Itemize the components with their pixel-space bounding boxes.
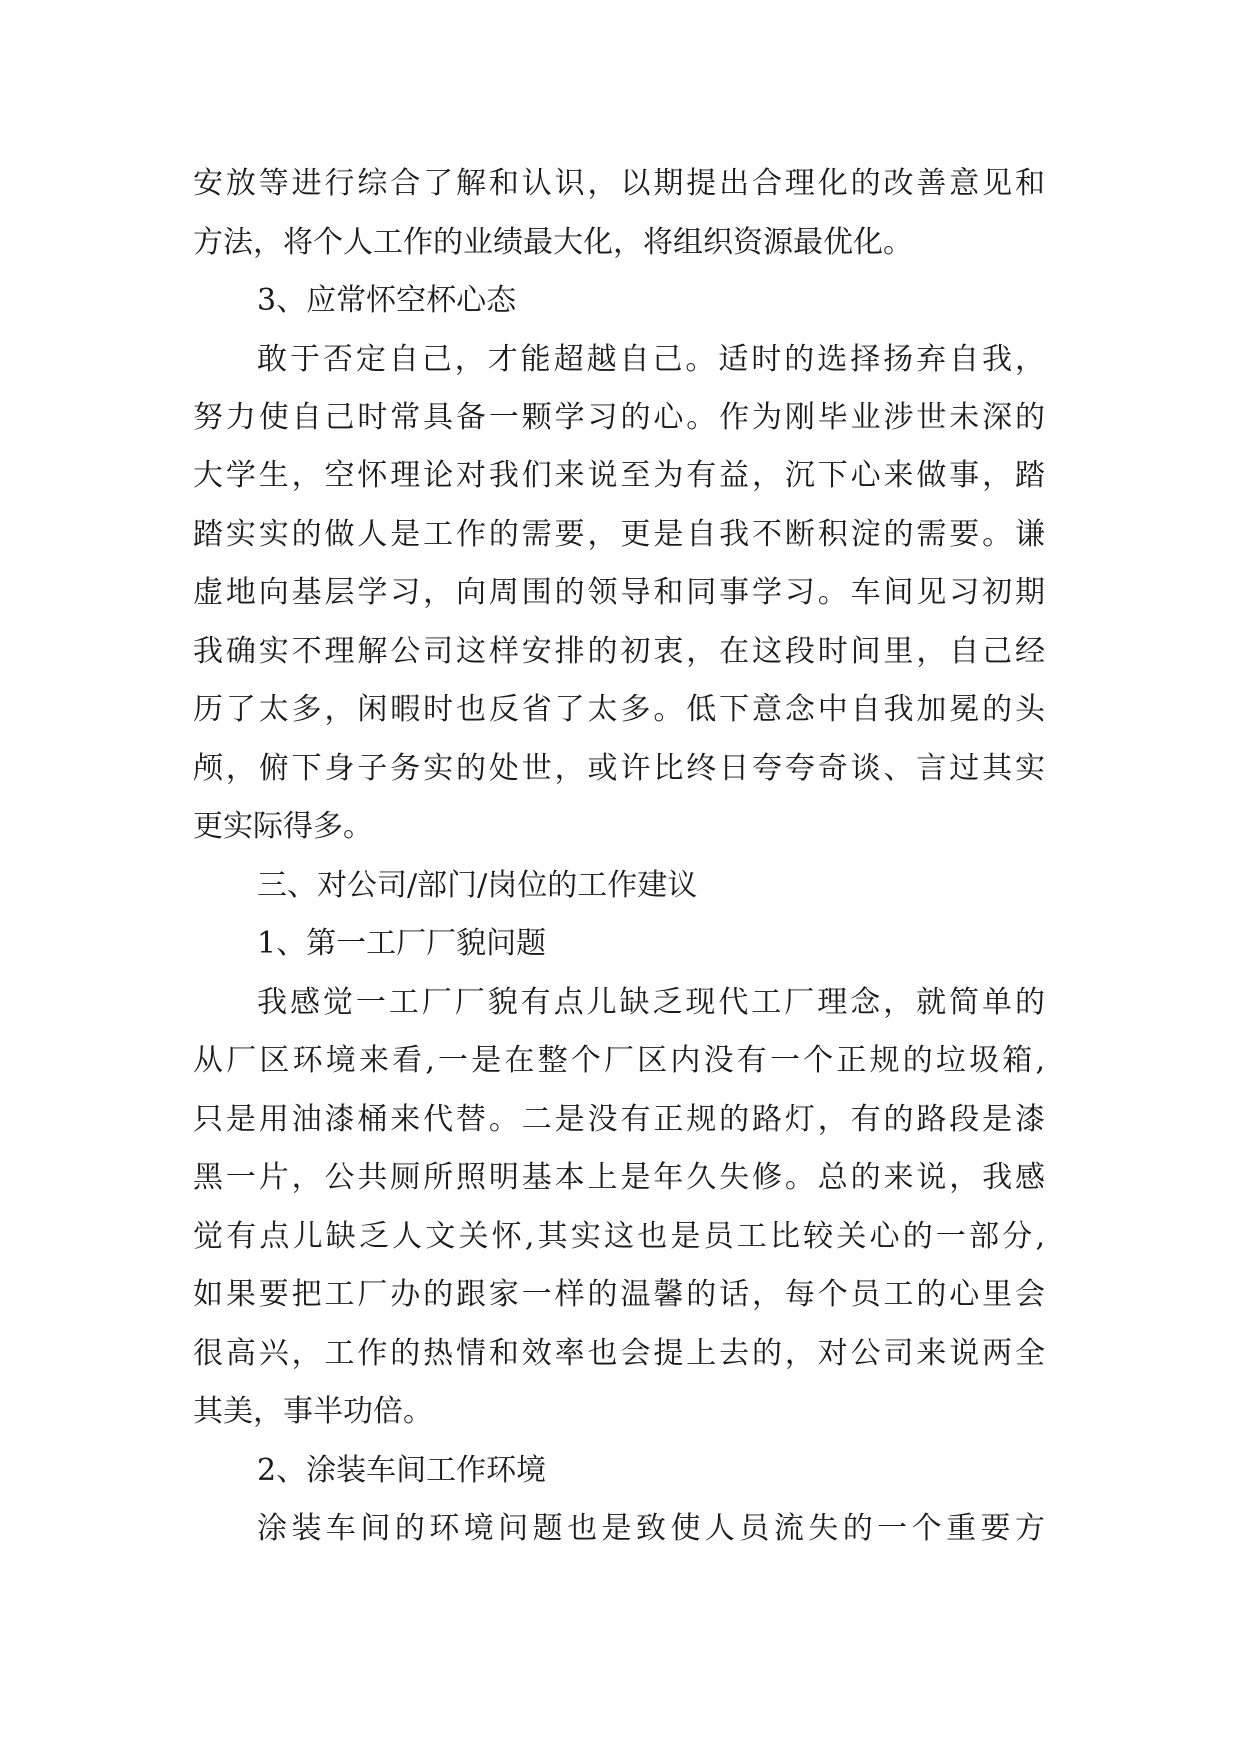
paragraph-line: 安放等进行综合了解和认识，以期提出合理化的改善意见和 [193, 166, 1045, 201]
section-heading: 3、应常怀空杯心态 [257, 283, 517, 318]
paragraph-line: 很高兴，工作的热情和效率也会提上去的，对公司来说两全 [193, 1336, 1045, 1371]
paragraph-line: 大学生，空怀理论对我们来说至为有益，沉下心来做事，踏 [193, 458, 1045, 493]
paragraph-line: 历了太多，闲暇时也反省了太多。低下意念中自我加冕的头 [193, 692, 1045, 727]
paragraph-line: 颅，俯下身子务实的处世，或许比终日夸夸奇谈、言过其实 [193, 751, 1045, 786]
paragraph-line: 方法，将个人工作的业绩最大化，将组织资源最优化。 [193, 225, 913, 260]
paragraph-line: 虚地向基层学习，向周围的领导和同事学习。车间见习初期 [193, 575, 1045, 610]
section-heading: 三、对公司/部门/岗位的工作建议 [257, 868, 698, 903]
paragraph-line: 觉有点儿缺乏人文关怀,其实这也是员工比较关心的一部分, [193, 1219, 1045, 1254]
paragraph-line: 我确实不理解公司这样安排的初衷，在这段时间里，自己经 [193, 634, 1045, 669]
section-heading: 2、涂装车间工作环境 [257, 1453, 547, 1488]
paragraph-line: 我感觉一工厂厂貌有点儿缺乏现代工厂理念，就简单的 [257, 985, 1045, 1020]
section-heading: 1、第一工厂厂貌问题 [257, 926, 547, 961]
paragraph-line: 黑一片，公共厕所照明基本上是年久失修。总的来说，我感 [193, 1160, 1045, 1195]
paragraph-line: 从厂区环境来看,一是在整个厂区内没有一个正规的垃圾箱, [193, 1043, 1045, 1078]
paragraph-line: 努力使自己时常具备一颗学习的心。作为刚毕业涉世未深的 [193, 400, 1045, 435]
paragraph-line: 敢于否定自己，才能超越自己。适时的选择扬弃自我， [257, 342, 1045, 377]
paragraph-line: 如果要把工厂办的跟家一样的温馨的话，每个员工的心里会 [193, 1277, 1045, 1312]
paragraph-line: 其美，事半功倍。 [193, 1394, 433, 1429]
paragraph-line: 只是用油漆桶来代替。二是没有正规的路灯，有的路段是漆 [193, 1102, 1045, 1137]
paragraph-line: 更实际得多。 [193, 809, 373, 844]
paragraph-line: 涂装车间的环境问题也是致使人员流失的一个重要方 [257, 1511, 1045, 1546]
paragraph-line: 踏实实的做人是工作的需要，更是自我不断积淀的需要。谦 [193, 517, 1045, 552]
